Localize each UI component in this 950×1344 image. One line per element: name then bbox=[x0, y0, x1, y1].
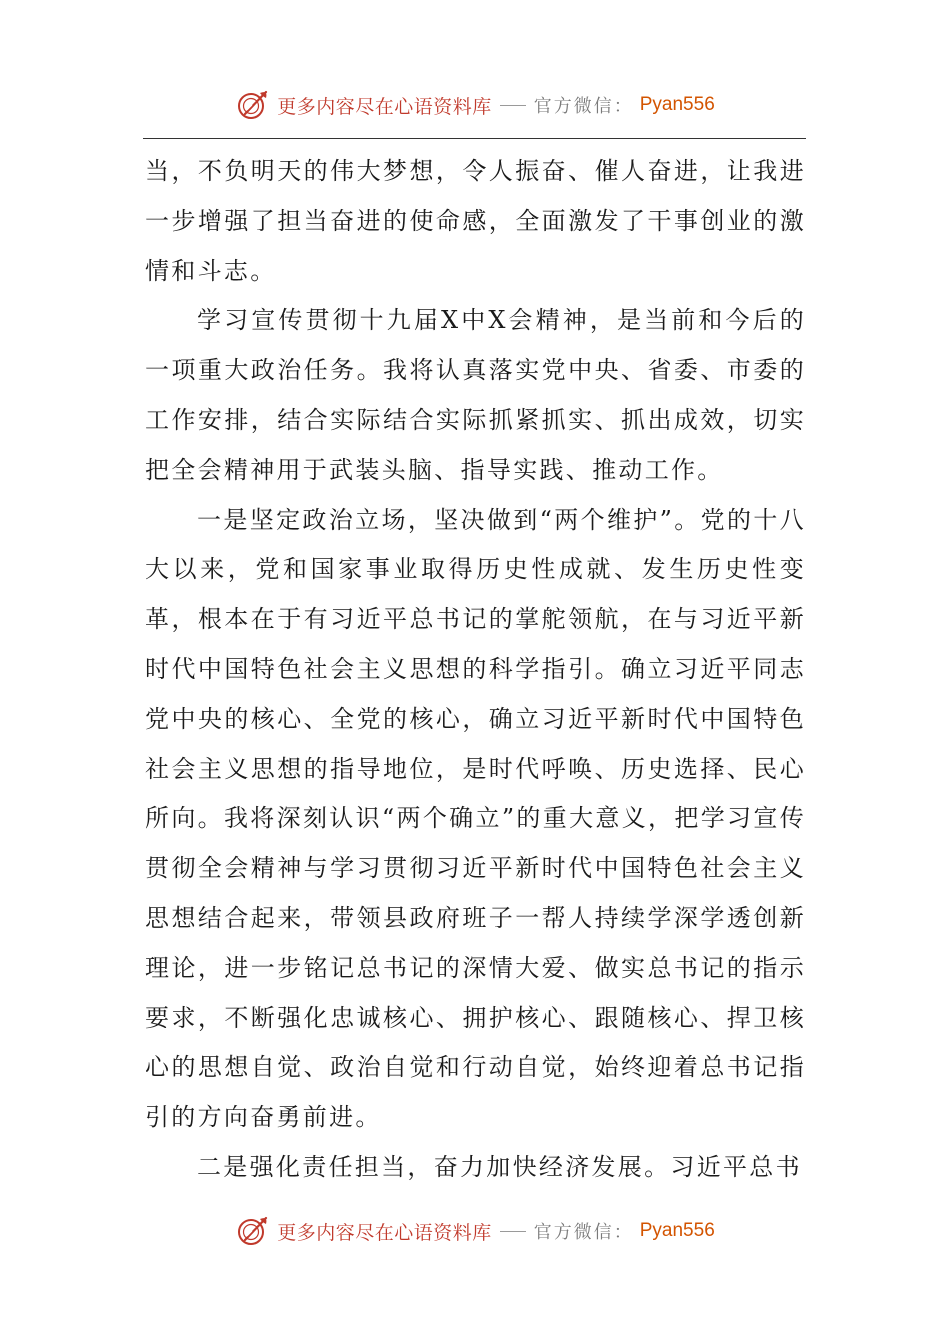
footer-dash bbox=[500, 1231, 526, 1232]
footer-brand-text: 更多内容尽在心语资料库 bbox=[277, 1221, 492, 1244]
document-body bbox=[145, 147, 806, 1193]
footer-banner bbox=[0, 1208, 950, 1254]
paragraph: 一是坚定政治立场，坚决做到“两个维护”。党的十八大以来，党和国家事业取得历史性成就、发生历史性变革，根本在于有习近平总书记的掌舵领航，在与习近平新时代中国特色社会主义思想的科学指引。确立习近平同志党中央的核心、全党的核心，确立习近平新时代中国特色社会主义思想的指导地位，是时代呼唤、历史选择、民心所向。我将深刻认识“两个确立”的重大意义，把学习宣传贯彻全会精神与学习贯彻习近平新时代中国特色社会主义思想结合起来，带领县政府班子一帮人持续学深学透创新理论，进一步铭记总书记的深情大爱、做实总书记的指示要求，不断强化忠诚核心、拥护核心、跟随核心、捍卫核心的思想自觉、政治自觉和行动自觉，始终迎着总书记指引的方向奋勇前进。 bbox=[145, 505, 806, 1132]
footer-wechat-id: Pyan556 bbox=[639, 1220, 715, 1241]
quill-seal-icon bbox=[235, 87, 271, 123]
header-divider bbox=[143, 138, 806, 139]
quill-seal-icon bbox=[235, 1213, 271, 1249]
header-banner bbox=[0, 82, 950, 128]
footer-wechat-label: 官方微信： bbox=[533, 1222, 634, 1243]
header-brand-text: 更多内容尽在心语资料库 bbox=[277, 95, 492, 118]
paragraph: 二是强化责任担当，奋力加快经济发展。习近平总书 bbox=[197, 1152, 802, 1181]
header-wechat-id: Pyan556 bbox=[639, 94, 715, 115]
header-wechat-label: 官方微信： bbox=[533, 96, 634, 117]
header-dash bbox=[500, 105, 526, 106]
paragraph-continuation: 当，不负明天的伟大梦想，令人振奋、催人奋进，让我进一步增强了担当奋进的使命感，全面激发了干事创业的激情和斗志。 bbox=[145, 157, 806, 285]
paragraph: 学习宣传贯彻十九届X中X会精神，是当前和今后的一项重大政治任务。我将认真落实党中央、省委、市委的工作安排，结合实际结合实际抓紧抓实、抓出成效，切实把全会精神用于武装头脑、指导实践、推动工作。 bbox=[145, 306, 806, 484]
